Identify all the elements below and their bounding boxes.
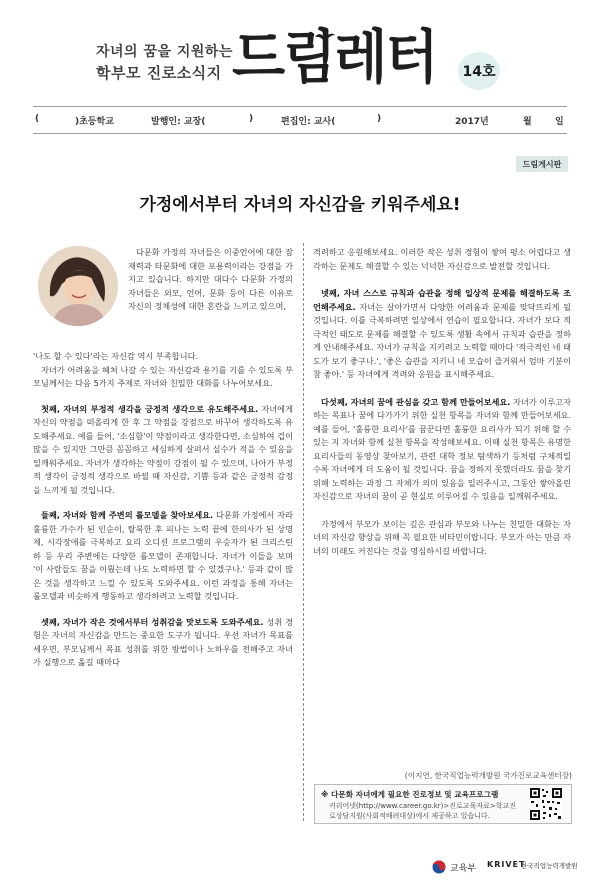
section-fourth-body: 자녀는 살아가면서 다양한 어려움과 문제를 맞닥뜨리게 될 것입니다. 이를 극복하려면 일상에서 연습이 필요합니다. 자녀가 보다 적극적인 태도로 문제를 해결할 수 있도록 생활 속에서 규칙과 습관을 정하게 안내해주세요. 자녀가 규칙을 지키려고 노력할 때마다 '적극적인 네 태도가 보기 좋구나.', '좋은 습관을 지키니 네 모습이 즐거워서 엄마 기분이 참 좋아.' 등 자녀에게 격려와 응원을 표시해주세요. bbox=[313, 301, 572, 379]
section-tag: 드림게시판 bbox=[516, 156, 568, 172]
intro-paragraph-wrap: 다문화 가정의 자녀들은 이중언어에 대한 잠재력과 타문화에 대한 포용력이라는 강점을 가지고 있습니다. 하지만 대다수 다문화 가정의 자녀들은 외모, 언어, 문화 등이 다른 이유로 자신의 정체성에 대한 혼란을 느끼고 있으며, bbox=[128, 247, 293, 311]
section-second-body: 다문화 가정에서 자라 훌륭한 가수가 된 인순이, 탈북한 후 피나는 노력 끝에 한의사가 된 상명제, 시각장애를 극복하고 요리 오디션 프로그램의 우승자가 된 크리스틴 하 등 우리 주변에는 다양한 롤모델이 존재합니다. 자녀가 이들을 보며 '이 사람들도 꿈을 이뤘는데 나도 노력하면 할 수 있겠구나.' 등과 같이 많은 것을 생각하고 느낄 수 있도록 도와주세요. 이런 과정을 통해 자녀는 롤모델과 비슷하게 행동하고 생각하려고 노력할 것입니다. bbox=[33, 510, 293, 601]
krivet-logo: KRIVET bbox=[487, 860, 526, 869]
section-fifth bbox=[313, 396, 571, 504]
masthead-tagline-1: 자녀의 꿈을 지원하는 bbox=[96, 44, 233, 60]
headline: 가정에서부터 자녀의 자신감을 키워주세요! bbox=[139, 195, 461, 215]
section-fourth bbox=[313, 287, 571, 382]
day-label: 일 bbox=[555, 117, 564, 127]
left-column bbox=[33, 350, 293, 679]
sprout-icon bbox=[313, 30, 337, 44]
info-box bbox=[314, 784, 572, 824]
school-label: )초등학교 bbox=[75, 117, 114, 127]
section-third-body: 성취 경험은 자녀의 자신감을 만드는 중요한 도구가 됩니다. 우선 자녀가 목표를 세우면, 부모님께서 목표 성취를 위한 방법이나 노하우를 전해주고 자녀가 실행으로 옮길 때마다 bbox=[33, 616, 293, 667]
section-first-body: 자녀에게 자신의 약점을 떠올리게 한 후 그 약점을 강점으로 바꾸어 생각하도록 유도해주세요. 예를 들어, '소심함'이 약점이라고 생각한다면, 소심하여 겁이 많을 수 있지만 그만큼 꼼꼼하고 세심하게 살펴서 실수가 적을 수 있음을 일깨워주세요. 자녀가 생각하는 약점이 강점이 될 수 있으며, 나아가 부정적 생각이 긍정적 생각으로 바뀔 때 자신감, 기쁨 등과 같은 긍정적 감정을 느끼게 될 것입니다. bbox=[33, 403, 293, 495]
third-continued: 격려하고 응원해보세요. 이러한 작은 성취 경험이 쌓여 평소 어렵다고 생각하는 문제도 해결할 수 있는 넉넉한 자신감으로 발전할 것입니다. bbox=[313, 247, 571, 271]
editor-label: 편집인: 교사( bbox=[281, 117, 336, 127]
masthead-title: 드림레터 bbox=[232, 23, 437, 91]
masthead-tagline-2: 학부모 진로소식지 bbox=[96, 64, 222, 82]
moe-logo bbox=[432, 860, 476, 874]
issue-badge: 14호 bbox=[458, 52, 500, 90]
section-fifth-body: 자녀가 이루고자 하는 목표나 꿈에 다가가기 위한 실천 항목을 자녀와 함께 만들어보세요. 예를 들어, '훌륭한 요리사'를 꿈꾼다면 훌륭한 요리사가 되기 위해 할 수 있는 지 자녀와 함께 실천 항목을 작성해보세요. 이때 실천 항목은 유명한 요리사들의 동영상 찾아보기, 관련 대학 정보 탐색하기 등처럼 구체적일수록 자녀에게 더 도움이 될 것입니다. 꿈을 정하지 못했더라도 꿈을 찾기 위해 노력하는 과정 그 자체가 의미 있음을 일러주시고, 그동안 쌓아올린 자신감으로 자녀의 꿈이 곧 현실로 이루어질 수 있음을 일깨워주세요. bbox=[313, 396, 571, 501]
editor-close: ) bbox=[377, 114, 382, 124]
qr-code-icon[interactable] bbox=[529, 787, 563, 821]
author-photo bbox=[38, 246, 118, 326]
info-box-title: ※ 다문화 자녀에게 필요한 진로정보 및 교육프로그램 bbox=[321, 790, 499, 799]
left-column-intro-wrap bbox=[128, 246, 293, 323]
closing-paragraph: 가정에서 부모가 보이는 깊은 관심과 부모와 나누는 친밀한 대화는 자녀의 자신감 향상을 위해 꼭 필요한 비타민이랍니다. 부모가 아는 만큼 자녀의 미래도 커진다는 것을 명심하시길 바랍니다. bbox=[313, 518, 571, 556]
column-divider bbox=[303, 243, 304, 821]
section-third-title: 셋째, 자녀가 작은 것에서부터 성취감을 맛보도록 도와주세요. bbox=[41, 616, 264, 627]
krivet-name: 한국직업능력개발원 bbox=[521, 862, 578, 870]
publisher-close: ) bbox=[249, 114, 254, 124]
taegeuk-icon bbox=[432, 860, 446, 874]
info-box-text: 커리어넷(http://www.career.go.kr)>진로교육자료>학교진로상담지원(사회적배려대상)에서 제공하고 있습니다. bbox=[329, 802, 516, 820]
section-first bbox=[33, 403, 293, 498]
section-fifth-title: 다섯째, 자녀의 꿈에 관심을 갖고 함께 만들어보세요. bbox=[321, 396, 511, 407]
info-bar bbox=[33, 106, 567, 134]
right-column bbox=[313, 246, 571, 567]
section-fourth-title: 넷째, 자녀 스스로 규칙과 습관을 정해 일상적 문제를 해결하도록 조언해주세요. bbox=[313, 288, 571, 312]
section-third bbox=[33, 616, 293, 670]
footer bbox=[0, 848, 600, 886]
moe-label: 교육부 bbox=[450, 863, 477, 874]
month-label: 월 bbox=[523, 117, 532, 127]
portrait-image bbox=[38, 246, 118, 326]
intro-paragraph-2: 자녀가 어려움을 헤쳐 나갈 수 있는 자신감과 용기를 기를 수 있도록 부모님께서는 다음 5가지 주제로 자녀와 친밀한 대화를 나누어보세요. bbox=[33, 364, 293, 388]
section-second-title: 둘째, 자녀와 함께 주변의 롤모델을 찾아보세요. bbox=[41, 510, 214, 520]
author-credit: (이지연, 한국직업능력개발원 국가진로교육센터장) bbox=[404, 771, 572, 780]
year-label: 2017년 bbox=[455, 117, 489, 127]
section-second bbox=[33, 509, 293, 604]
intro-paragraph-rest: '나도 할 수 있다'라는 자신감 역시 부족합니다. bbox=[33, 351, 199, 361]
section-first-title: 첫째, 자녀의 부정적 생각을 긍정적 생각으로 유도해주세요. bbox=[41, 403, 259, 414]
school-open: ( bbox=[35, 114, 40, 124]
publisher-label: 발행인: 교장( bbox=[151, 117, 206, 127]
